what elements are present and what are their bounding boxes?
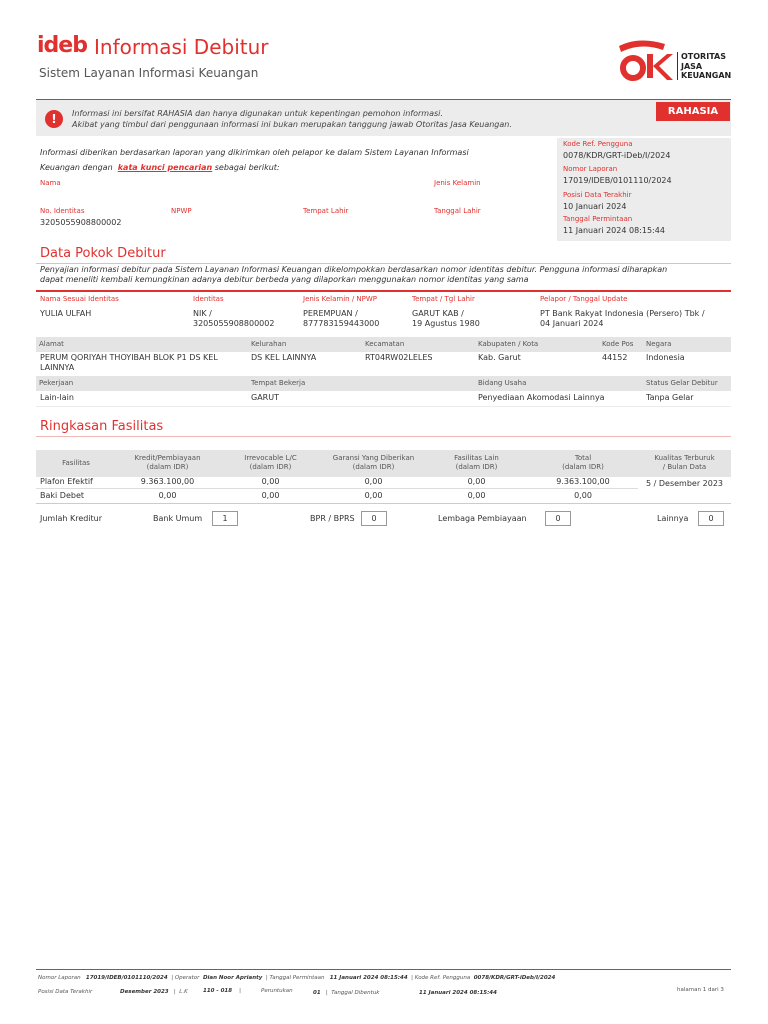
footer-posisi: Posisi Data Terakhir bbox=[38, 989, 93, 995]
section-rule bbox=[36, 263, 731, 264]
jumlah-kreditur-label: Jumlah Kreditur bbox=[40, 514, 103, 523]
alert-icon: ! bbox=[45, 110, 63, 128]
lainnya-count: 0 bbox=[698, 511, 724, 526]
bank-umum-label: Bank Umum bbox=[153, 514, 203, 523]
section-title-data-pokok: Data Pokok Debitur bbox=[40, 246, 166, 261]
pelapor-label: Pelapor / Tanggal Update bbox=[540, 295, 628, 303]
kabupaten-value: Kab. Garut bbox=[478, 353, 521, 362]
kelurahan-value: DS KEL LAINNYA bbox=[251, 353, 317, 362]
jenis-kelamin-label: Jenis Kelamin bbox=[434, 179, 481, 187]
jk-npwp-label: Jenis Kelamin / NPWP bbox=[303, 295, 378, 303]
lc-col: Irrevocable L/C (dalam IDR) bbox=[244, 454, 297, 471]
tempat-bekerja-value: GARUT bbox=[251, 393, 279, 402]
notice-line-2: Akibat yang timbul dari penggunaan informasi ini bukan merupakan tanggung jawab Otoritas Jasa Keuangan. bbox=[72, 120, 512, 129]
footer-posisi-value: Desember 2023 | L.K bbox=[120, 989, 188, 995]
kabupaten-header: Kabupaten / Kota bbox=[478, 340, 539, 348]
negara-value: Indonesia bbox=[646, 353, 685, 362]
notice-line-1: Informasi ini bersifat RAHASIA dan hanya digunakan untuk kepentingan pemohon informasi. bbox=[72, 109, 443, 118]
bidang-usaha-value: Penyediaan Akomodasi Lainnya bbox=[478, 393, 605, 402]
footer-td-value: 11 Januari 2024 08:15:44 bbox=[419, 990, 497, 996]
kode-ref-value: 0078/KDR/GRT-iDeb/I/2024 bbox=[563, 151, 671, 160]
kodepos-header: Kode Pos bbox=[602, 340, 634, 348]
ojk-line-2: JASA bbox=[681, 61, 703, 71]
ojk-logo bbox=[617, 38, 737, 82]
bpr-count: 0 bbox=[361, 511, 387, 526]
fasilitas-header bbox=[36, 450, 731, 477]
garansi-col: Garansi Yang Diberikan (dalam IDR) bbox=[332, 454, 415, 471]
ttl-value: GARUT KAB / 19 Agustus 1980 bbox=[412, 309, 480, 328]
kode-ref-label: Kode Ref. Pengguna bbox=[563, 140, 633, 148]
posisi-data-label: Posisi Data Terakhir bbox=[563, 191, 632, 199]
job-header bbox=[36, 376, 731, 391]
status-gelar-value: Tanpa Gelar bbox=[646, 393, 694, 402]
bidang-usaha-header: Bidang Usaha bbox=[478, 379, 527, 387]
report-meta-panel bbox=[557, 138, 731, 241]
fasilitas-rule bbox=[36, 436, 731, 437]
posisi-data-value: 10 Januari 2024 bbox=[563, 202, 627, 211]
search-keyword-link[interactable]: kata kunci pencarian bbox=[117, 163, 213, 172]
status-gelar-header: Status Gelar Debitur bbox=[646, 379, 718, 387]
confidential-notice bbox=[36, 99, 731, 136]
lembaga-pembiayaan-label: Lembaga Pembiayaan bbox=[438, 514, 527, 523]
lainnya-label: Lainnya bbox=[657, 514, 689, 523]
nama-value: YULIA ULFAH bbox=[40, 309, 92, 318]
ideb-logo: ideb bbox=[37, 33, 87, 58]
table-top-rule bbox=[36, 290, 731, 292]
tempat-lahir-label: Tempat Lahir bbox=[303, 207, 349, 215]
fasilitas-col: Fasilitas bbox=[62, 459, 90, 467]
tanggal-lahir-label: Tanggal Lahir bbox=[434, 207, 481, 215]
kredit-col: Kredit/Pembiayaan (dalam IDR) bbox=[134, 454, 201, 471]
no-identitas-label: No. Identitas bbox=[40, 207, 85, 215]
section-title-fasilitas: Ringkasan Fasilitas bbox=[40, 419, 164, 434]
pelapor-value: PT Bank Rakyat Indonesia (Persero) Tbk / 04 Januari 2024 bbox=[540, 309, 705, 328]
footer-peruntukan-value: 01 | Tanggal Dibentuk bbox=[313, 990, 380, 996]
kodepos-value: 44152 bbox=[602, 353, 628, 362]
kualitas-value: 5 / Desember 2023 bbox=[645, 479, 724, 488]
lembaga-pembiayaan-count: 0 bbox=[545, 511, 571, 526]
nomor-laporan-label: Nomor Laporan bbox=[563, 165, 618, 173]
identitas-value: NIK / 3205055908800002 bbox=[193, 309, 275, 328]
no-identitas-value: 3205055908800002 bbox=[40, 218, 122, 227]
jk-npwp-value: PEREMPUAN / 877783159443000 bbox=[303, 309, 380, 328]
tempat-bekerja-header: Tempat Bekerja bbox=[251, 379, 306, 387]
negara-header: Negara bbox=[646, 340, 672, 348]
page-title: Informasi Debitur bbox=[94, 35, 269, 59]
pokok-bottom-rule bbox=[36, 406, 731, 407]
rahasia-badge: RAHASIA bbox=[656, 102, 730, 121]
lain-col: Fasilitas Lain (dalam IDR) bbox=[454, 454, 499, 471]
nama-identitas-label: Nama Sesuai Identitas bbox=[40, 295, 119, 303]
ojk-divider bbox=[677, 52, 678, 80]
search-intro: Informasi diberikan berdasarkan laporan yang dikirimkan oleh pelapor ke dalam Sistem Layanan Informasi Keuangan dengan kata kunci pencarian sebagai berikut: bbox=[40, 148, 469, 172]
address-header bbox=[36, 337, 731, 352]
alamat-value: PERUM QORIYAH THOYIBAH BLOK P1 DS KEL LAINNYA bbox=[40, 353, 218, 372]
alamat-header: Alamat bbox=[39, 340, 64, 348]
ojk-line-1: OTORITAS bbox=[681, 52, 726, 61]
bank-umum-count: 1 bbox=[212, 511, 238, 526]
nama-label: Nama bbox=[40, 179, 61, 187]
footer-rule bbox=[36, 969, 731, 970]
footer-line-1: Nomor Laporan 17019/IDEB/0101110/2024 | Operator Dian Noor Aprianty | Tanggal Permintaan 11 Januari 2024 08:15:44 | Kode Ref. Pengguna 0078/KDR/GRT-iDeb/I/2024 bbox=[38, 975, 556, 981]
kelurahan-header: Kelurahan bbox=[251, 340, 287, 348]
footer-lk-value: 110 - 018 | bbox=[203, 988, 241, 994]
page-number: halaman 1 dari 3 bbox=[677, 987, 724, 993]
identitas-label: Identitas bbox=[193, 295, 224, 303]
row-divider bbox=[36, 488, 638, 489]
page-subtitle: Sistem Layanan Informasi Keuangan bbox=[39, 66, 259, 80]
fasilitas-bottom-rule bbox=[36, 503, 731, 504]
bpr-label: BPR / BPRS bbox=[310, 514, 355, 523]
ojk-line-3: KEUANGAN bbox=[681, 71, 732, 80]
kecamatan-value: RT04RW02LELES bbox=[365, 353, 433, 362]
header bbox=[0, 0, 768, 90]
nomor-laporan-value: 17019/IDEB/0101110/2024 bbox=[563, 176, 672, 185]
ttl-label: Tempat / Tgl Lahir bbox=[412, 295, 475, 303]
tanggal-permintaan-value: 11 Januari 2024 08:15:44 bbox=[563, 226, 665, 235]
total-col: Total (dalam IDR) bbox=[562, 454, 604, 471]
tanggal-permintaan-label: Tanggal Permintaan bbox=[563, 215, 633, 223]
pokok-description: Penyajian informasi debitur pada Sistem Layanan Informasi Keuangan dikelompokkan berdasarkan nomor identitas debitur. Pengguna informasi diharapkan dapat meneliti kembali kemungkinan adanya debitur berbeda yang dilaporkan menggunakan nomor identitas yang sama bbox=[40, 265, 668, 284]
footer-peruntukan: Peruntukan bbox=[261, 988, 293, 994]
kecamatan-header: Kecamatan bbox=[365, 340, 405, 348]
npwp-label: NPWP bbox=[171, 207, 192, 215]
pekerjaan-header: Pekerjaan bbox=[39, 379, 74, 387]
kualitas-col: Kualitas Terburuk / Bulan Data bbox=[654, 454, 715, 471]
pekerjaan-value: Lain-lain bbox=[40, 393, 74, 402]
